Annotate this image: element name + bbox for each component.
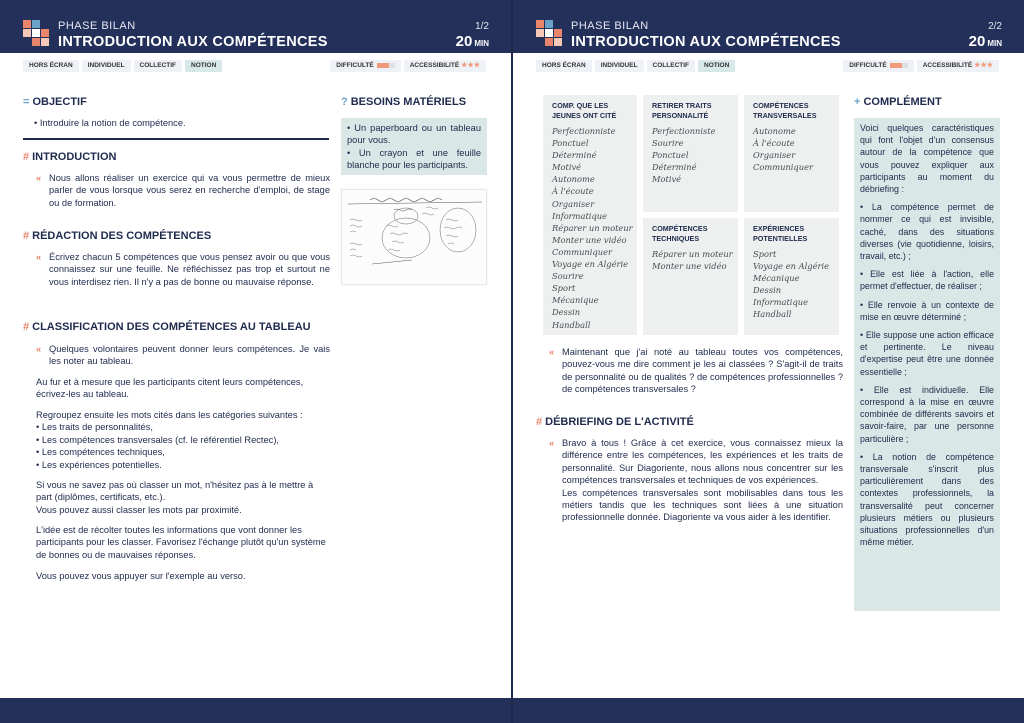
- tag-collectif[interactable]: COLLECTIF: [647, 60, 695, 72]
- besoin-item: • Un paperboard ou un tableau pour vous.: [347, 123, 481, 146]
- quote-icon: «: [549, 438, 555, 448]
- duration-value: 20: [455, 33, 473, 50]
- duration: [969, 33, 1002, 50]
- debriefing-heading: [536, 416, 694, 428]
- hash-icon: #: [536, 416, 543, 428]
- competence-item: Mécanique: [552, 295, 599, 306]
- classification-heading: [23, 321, 311, 333]
- quote-icon: «: [549, 347, 555, 357]
- competence-item: Déterminé: [552, 150, 597, 161]
- classification-quote-text: Quelques volontaires peuvent donner leurs compétences. Je vais les noter au tableau.: [49, 344, 330, 367]
- accessibility-stars: ★★★: [461, 62, 480, 69]
- classification-title: CLASSIFICATION DES COMPÉTENCES AU TABLEAU: [32, 321, 311, 333]
- column-list: [552, 125, 633, 331]
- tag-individuel[interactable]: INDIVIDUEL: [82, 60, 131, 72]
- column-heading: RETIRER TRAITS PERSONNALITÉ: [652, 101, 712, 120]
- tag-hors-ecran[interactable]: HORS ÉCRAN: [23, 60, 79, 72]
- page-2: [513, 0, 1024, 723]
- redaction-quote-text: Écrivez chacun 5 compétences que vous pensez avoir ou que vous connaissez sur une feuille. Ne réfléchissez pas trop et surtout ne vous interdisez rien. Il n'y a pas de bonne ou mauvaise réponse.: [49, 252, 330, 287]
- competence-item: Handball: [552, 319, 591, 330]
- complement-heading: [854, 96, 942, 108]
- page-title: INTRODUCTION AUX COMPÉTENCES: [571, 34, 841, 50]
- competence-item: Autonome: [552, 174, 595, 185]
- duration: [456, 33, 489, 50]
- tag-meta: [843, 60, 1002, 78]
- column-list: [652, 125, 716, 185]
- question-icon: ?: [341, 96, 348, 108]
- competence-item: Réparer un moteur: [652, 249, 733, 259]
- page-footer: [0, 698, 511, 723]
- complement-box: [854, 118, 1000, 611]
- introduction-quote: [36, 172, 330, 209]
- tag-notion[interactable]: NOTION: [698, 60, 735, 72]
- phase-label: PHASE BILAN: [571, 20, 649, 32]
- paperboard-example-image: [341, 189, 487, 285]
- difficulty-label: DIFFICULTÉ: [336, 62, 374, 70]
- competence-item: Sport: [753, 249, 777, 259]
- competence-item: À l'écoute: [552, 186, 594, 197]
- competence-item: Sourire: [652, 138, 684, 149]
- category-bullet: • Les compétences transversales (cf. le référentiel Rectec),: [36, 434, 280, 445]
- accessibility-label: ACCESSIBILITÉ: [922, 62, 973, 69]
- hash-icon: #: [23, 151, 30, 163]
- introduction-heading: [23, 151, 116, 163]
- page-number: 2/2: [988, 21, 1002, 32]
- classification-p5: Vous pouvez vous appuyer sur l'exemple au verso.: [36, 571, 246, 581]
- competence-item: Sport: [552, 283, 576, 294]
- classement-quote: [549, 346, 843, 396]
- classification-p3: [36, 479, 330, 516]
- accessibility-label: ACCESSIBILITÉ: [409, 62, 460, 69]
- competence-item: Sourire: [552, 271, 584, 282]
- classification-p4: L'idée est de récolter toutes les informations que vont donner les participants pour les classer. Favorisez l'échange plutôt qu'un système de bonnes ou de mauvaises réponses.: [36, 525, 326, 560]
- competence-item: Communiquer: [753, 162, 813, 173]
- classification-p2-intro: Regroupez ensuite les mots cités dans les catégories suivantes :: [36, 410, 303, 420]
- page-header: [0, 0, 511, 53]
- column-experiences: [744, 218, 839, 335]
- competence-item: Communiquer: [552, 246, 612, 257]
- duration-unit: MIN: [474, 39, 489, 48]
- competence-item: Informatique: [753, 297, 809, 308]
- quote-icon: «: [36, 173, 42, 183]
- introduction-quote-text: Nous allons réaliser un exercice qui va vous permettre de mieux parler de vous lorsque vous serez en recherche d'emploi, de stage ou de formation.: [49, 173, 330, 208]
- tag-bar: [536, 60, 1002, 73]
- column-list: [753, 248, 829, 321]
- competence-item: Ponctuel: [552, 138, 589, 149]
- logo-icon: [23, 20, 49, 46]
- hash-icon: #: [23, 321, 30, 333]
- competence-item: Organiser: [753, 150, 796, 161]
- tag-hors-ecran[interactable]: HORS ÉCRAN: [536, 60, 592, 72]
- whiteboard-sketch: [342, 190, 486, 284]
- page-1: [0, 0, 511, 723]
- column-techniques: [643, 218, 738, 335]
- besoin-item: • Un crayon et une feuille blanche pour les participants.: [347, 147, 481, 171]
- redaction-quote: [36, 251, 330, 288]
- category-bullet: • Les compétences techniques,: [36, 447, 165, 458]
- plus-icon: +: [854, 96, 861, 108]
- accessibility-badge: [917, 60, 999, 72]
- redaction-title: RÉDACTION DES COMPÉTENCES: [32, 230, 212, 242]
- tag-individuel[interactable]: INDIVIDUEL: [595, 60, 644, 72]
- competence-item: Dessin: [753, 285, 782, 296]
- column-cited: [543, 95, 637, 335]
- category-bullet: • Les expériences potentielles.: [36, 459, 162, 470]
- competence-item: Mécanique: [753, 273, 800, 284]
- competence-item: Monter une vidéo: [552, 234, 627, 245]
- objectif-text: • Introduire la notion de compétence.: [34, 118, 186, 128]
- page-footer: [513, 698, 1024, 723]
- debriefing-title: DÉBRIEFING DE L'ACTIVITÉ: [545, 416, 694, 428]
- complement-item: • Elle suppose une action efficace et pertinente. Le niveau d'expertise peut être une donnée essentielle ;: [860, 330, 994, 377]
- besoins-box: [341, 118, 487, 175]
- tag-collectif[interactable]: COLLECTIF: [134, 60, 182, 72]
- competence-item: Handball: [753, 309, 792, 320]
- competence-item: Motivé: [552, 162, 582, 173]
- column-list: [652, 248, 733, 272]
- hash-icon: #: [23, 230, 30, 242]
- page-number: 1/2: [475, 21, 489, 32]
- competence-item: Informatique: [552, 210, 608, 221]
- debriefing-quote: [549, 437, 843, 524]
- difficulty-badge: [330, 60, 400, 72]
- column-list: [753, 125, 813, 173]
- besoins-heading: [341, 96, 466, 108]
- column-traits: [643, 95, 738, 212]
- category-bullet: • Les traits de personnalités,: [36, 422, 153, 433]
- competence-item: À l'écoute: [753, 138, 795, 149]
- accessibility-stars: ★★★: [974, 62, 993, 69]
- phase-label: PHASE BILAN: [58, 20, 136, 32]
- tag-notion[interactable]: NOTION: [185, 60, 222, 72]
- classification-p1: Au fur et à mesure que les participants citent leurs compétences, écrivez-les au tableau.: [36, 377, 304, 400]
- complement-intro: Voici quelques caractéristiques qui font l'objet d'un consensus autour de la compétence que vous pouvez expliquer aux participants au moment du débriefing :: [860, 123, 994, 195]
- classification-p3b-text: Vous pouvez aussi classer les mots par proximité.: [36, 504, 242, 515]
- complement-item: • La compétence permet de nommer ce qui est invisible, caché, dans des situations diverses (vie quotidienne, loisirs, travail, etc.) ;: [860, 202, 994, 262]
- complement-title: COMPLÉMENT: [863, 96, 942, 108]
- competence-item: Voyage en Algérie: [552, 259, 629, 270]
- complement-item: • Elle est individuelle. Elle correspond à la mise en œuvre combinée de différents savoirs et savoir-faire, par une personne particulière ;: [860, 384, 994, 444]
- debriefing-quote2-text: Les compétences transversales sont mobilisables dans tous les métiers tandis que les techniques sont liées à une situation professionnelle donnée. Diagoriente va vous aider à les identifier.: [562, 487, 843, 523]
- competence-item: Ponctuel: [652, 150, 689, 161]
- column-heading: EXPÉRIENCES POTENTIELLES: [753, 224, 808, 243]
- classification-p3-text: Si vous ne savez pas où classer un mot, n'hésitez pas à le mettre à part (diplômes, certificats, etc.).: [36, 480, 314, 503]
- column-heading: COMPÉTENCES TECHNIQUES: [652, 224, 708, 243]
- page-title: INTRODUCTION AUX COMPÉTENCES: [58, 34, 328, 50]
- debriefing-quote-text: Bravo à tous ! Grâce à cet exercice, vous connaissez mieux la différence entre les compétences, les expériences et les traits de personnalité. Sur Diagoriente, nous allons nous concentrer sur les compétences transversales et techniques de vos expériences.: [562, 438, 843, 486]
- tag-meta: [330, 60, 489, 78]
- tag-bar: [23, 60, 489, 73]
- competence-item: Perfectionniste: [652, 126, 716, 136]
- complement-item: • Elle est liée à l'action, elle permet d'effectuer, de réaliser ;: [860, 269, 994, 292]
- duration-value: 20: [968, 33, 986, 50]
- classification-p2: [36, 409, 330, 471]
- equals-icon: =: [23, 96, 30, 108]
- column-heading: COMP. QUE LES JEUNES ONT CITÉ: [552, 101, 617, 120]
- complement-item: • Elle renvoie à un contexte de mise en œuvre déterminé ;: [860, 299, 994, 322]
- column-heading: COMPÉTENCES TRANSVERSALES: [753, 101, 817, 120]
- objectif-title: OBJECTIF: [32, 96, 87, 108]
- divider: [23, 138, 329, 140]
- difficulty-meter: [377, 63, 395, 68]
- page-header: [513, 0, 1024, 53]
- competence-item: Voyage en Algérie: [753, 261, 830, 272]
- competence-item: Réparer un moteur: [552, 222, 633, 233]
- difficulty-badge: [843, 60, 913, 72]
- column-transversales: [744, 95, 839, 212]
- besoins-title: BESOINS MATÉRIELS: [350, 96, 467, 108]
- complement-item: • La notion de compétence transversale s'inscrit plus particulièrement dans des contextes professionnels, la transversalité peut concerner plusieurs métiers ou plusieurs situations professionnelles d'un même métier.: [860, 451, 994, 548]
- competence-item: Motivé: [652, 174, 682, 185]
- duration-unit: MIN: [987, 39, 1002, 48]
- classification-quote: [36, 343, 330, 368]
- logo-icon: [536, 20, 562, 46]
- competence-item: Déterminé: [652, 162, 697, 173]
- competence-item: Autonome: [753, 126, 796, 136]
- competence-item: Perfectionniste: [552, 126, 616, 136]
- quote-icon: «: [36, 252, 42, 262]
- classement-quote-text: Maintenant que j'ai noté au tableau toutes vos compétences, pouvez-vous me dire comment je les ai classées ? S'agit-il de traits de personnalité ou de qualités ? de compétences professionnelles ? de compétences transversales ?: [562, 347, 843, 395]
- difficulty-meter: [890, 63, 908, 68]
- accessibility-badge: [404, 60, 486, 72]
- objectif-heading: [23, 96, 87, 108]
- redaction-heading: [23, 230, 211, 242]
- competence-item: Dessin: [552, 307, 581, 318]
- competence-item: Organiser: [552, 198, 595, 209]
- quote-icon: «: [36, 344, 42, 354]
- competence-item: Monter une vidéo: [652, 261, 727, 272]
- difficulty-label: DIFFICULTÉ: [849, 62, 887, 70]
- introduction-title: INTRODUCTION: [32, 151, 117, 163]
